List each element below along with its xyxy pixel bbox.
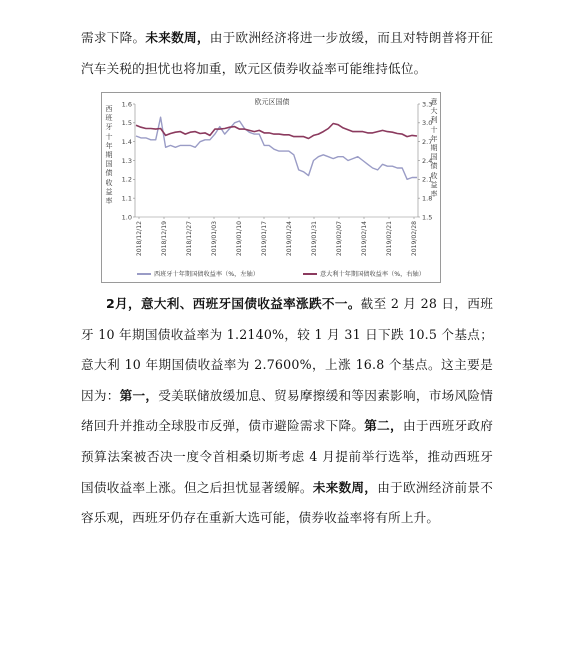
legend-spain-swatch [137,273,151,275]
tick-label-right: 1.8 [422,194,433,203]
paragraph-outlook [81,23,493,84]
tick-label-left: 1.0 [121,213,132,222]
tick-label-x: 2019/02/14 [361,221,369,257]
p2-bold-outlook: 未来数周， [312,479,378,495]
tick-label-left: 1.6 [121,100,132,109]
tick-label-left: 1.5 [121,119,132,128]
chart-plot [102,93,442,284]
tick-label-left: 1.3 [121,156,132,165]
tick-label-left: 1.2 [121,175,132,184]
tick-label-x: 2019/01/10 [236,221,244,257]
tick-label-x: 2019/01/24 [286,221,294,257]
p2-heading: 2月，意大利、西班牙国债收益率涨跌不一。 [106,296,361,311]
tick-label-x: 2018/12/27 [186,221,194,257]
p2-sentence-4: 由于欧洲经济前景不容乐观，西班牙仍存在重新大选可能，债券收益率将有所上升。 [81,479,493,526]
chart-ylabel-left: 西班牙十年期国债收益率 [105,105,113,206]
tick-label-x: 2019/01/31 [311,221,319,257]
tick-label-x: 2018/12/12 [136,221,144,257]
p2-sentence-1: 截至 2 月 28 日，西班牙 10 年期国债收益率为 1.2140%，较 1 月 31 日下跌 10.5 个基点；意大利 10 年期国债收益率为 2.7600%，上涨 16.8 个基点。这主要是因为： [81,296,493,403]
tick-label-x: 2019/01/17 [261,221,269,257]
legend-italy-label: 意大利十年期国债收益率（%，右轴） [320,271,425,278]
p2-bold-second: 第二， [364,418,403,434]
tick-label-left: 1.4 [121,138,132,147]
tick-label-left: 1.1 [121,194,132,203]
tick-label-right: 2.1 [422,175,433,184]
tick-label-right: 1.5 [422,213,433,222]
legend-spain [137,269,259,278]
legend-spain-label: 西班牙十年期国债收益率（%，左轴） [154,271,259,278]
tick-label-x: 2019/02/28 [411,221,419,257]
p2-sentence-3: 由于西班牙政府预算法案被否决一度令首相桑切斯考虑 4 月提前举行选举，推动西班牙国债收益率上涨。但之后担忧显著缓解。 [81,418,493,495]
tick-label-x: 2019/01/03 [211,221,219,257]
tick-label-right: 2.7 [422,138,433,147]
p1-sentence-1: 需求下降。 [81,30,146,45]
p2-bold-first: 第一， [119,387,159,403]
chart-ylabel-right: 意大利十年期国债收益率 [430,98,438,199]
tick-label-x: 2019/02/07 [336,221,344,257]
series-spain-line [136,117,417,179]
tick-label-right: 2.4 [422,156,433,165]
tick-label-x: 2019/02/21 [386,221,394,257]
tick-label-right: 3.0 [422,119,433,128]
chart-title: 欧元区国债 [254,98,290,106]
paragraph-analysis [81,289,493,534]
tick-label-x: 2018/12/19 [161,221,169,257]
p1-bold-outlook: 未来数周， [145,30,210,45]
p1-sentence-2: 由于欧洲经济将进一步放缓，而且对特朗普将开征汽车关税的担忧也将加重，欧元区债券收益率可能维持低位。 [81,30,494,76]
tick-label-right: 3.3 [422,100,433,109]
series-italy-line [136,124,417,139]
p2-sentence-2: 受美联储放缓加息、贸易摩擦缓和等因素影响，市场风险情绪回升并推动全球股市反弹，债市避险需求下降。 [81,387,493,434]
bond-yield-chart [101,92,441,283]
legend-italy-swatch [303,273,317,275]
legend-italy [303,269,425,278]
